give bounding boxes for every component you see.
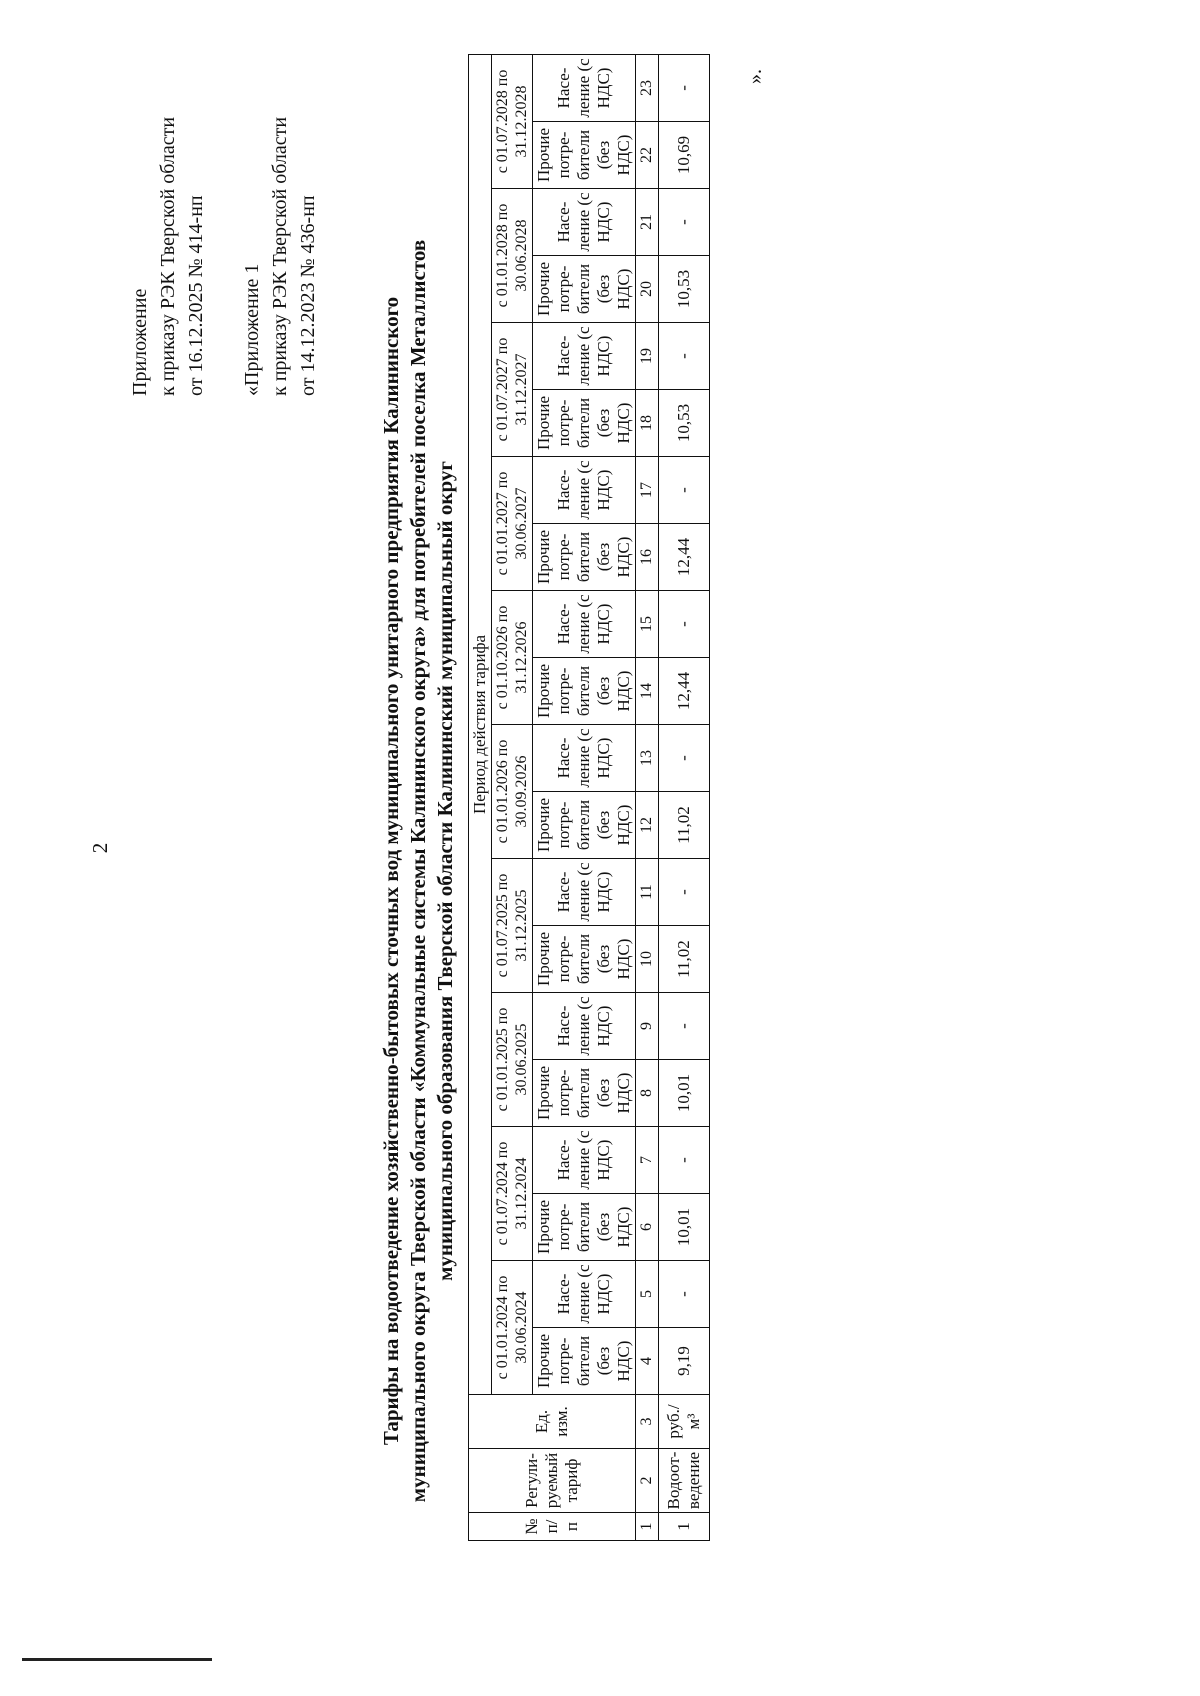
period-header: с 01.07.2024 по 31.12.2024 (492, 1127, 533, 1261)
column-number: 19 (636, 323, 659, 390)
tariff-value: - (659, 725, 710, 792)
appendix-current (126, 117, 210, 396)
subheader-other: Прочие потре- бители (без НДС) (533, 524, 636, 591)
tariff-value: 10,69 (659, 122, 710, 189)
subheader-other: Прочие потре- бители (без НДС) (533, 792, 636, 859)
header-tariff: Регули- руемый тариф (469, 1449, 636, 1513)
subheader-other: Прочие потре- бители (без НДС) (533, 122, 636, 189)
subheader-other: Прочие потре- бители (без НДС) (533, 1194, 636, 1261)
column-number: 15 (636, 591, 659, 658)
column-number: 16 (636, 524, 659, 591)
appendix-amended-line2: к приказу РЭК Тверской области (269, 116, 291, 396)
column-number: 21 (636, 189, 659, 256)
tariff-value: 9,19 (659, 1328, 710, 1395)
subheader-population: Насе- ление (с НДС) (533, 54, 636, 121)
tariff-value: - (659, 993, 710, 1060)
appendix-current-line3: от 16.12.2025 № 414-нп (185, 195, 207, 396)
column-number: 3 (636, 1395, 659, 1449)
column-number: 18 (636, 390, 659, 457)
appendix-current-line1: Приложение (129, 288, 151, 396)
appendix-amended-line3: от 14.12.2023 № 436-нп (297, 195, 319, 396)
appendix-amended (238, 117, 322, 396)
subheader-other: Прочие потре- бители (без НДС) (533, 1060, 636, 1127)
period-header: с 01.07.2025 по 31.12.2025 (492, 859, 533, 993)
column-number: 10 (636, 926, 659, 993)
subheader-population: Насе- ление (с НДС) (533, 323, 636, 390)
header-period: Период действия тарифа (469, 54, 492, 1394)
period-header: с 01.01.2025 по 30.06.2025 (492, 993, 533, 1127)
title-line2: муниципального округа Тверской области «Коммунальные системы Калининского округа» для потребителей поселка Металлистов (406, 239, 430, 1503)
tariff-value: - (659, 54, 710, 121)
tariff-table (468, 54, 710, 1541)
title-line1: Тарифы на водоотведение хозяйственно-бытовых сточных вод муниципального унитарного предприятия Калининского (379, 296, 403, 1446)
column-number: 17 (636, 457, 659, 524)
tariff-value: 10,01 (659, 1060, 710, 1127)
column-number: 7 (636, 1127, 659, 1194)
subheader-population: Насе- ление (с НДС) (533, 189, 636, 256)
closing-quote: ». (744, 69, 766, 84)
tariff-value: 12,44 (659, 524, 710, 591)
tariff-value: 10,01 (659, 1194, 710, 1261)
column-number-row (636, 54, 659, 1540)
tariff-value: 11,02 (659, 926, 710, 993)
period-header: с 01.07.2027 по 31.12.2027 (492, 323, 533, 457)
tariff-value: - (659, 1127, 710, 1194)
appendix-current-line2: к приказу РЭК Тверской области (157, 116, 179, 396)
subheader-population: Насе- ление (с НДС) (533, 859, 636, 926)
title-line3: муниципального образования Тверской области Калининский муниципальный округ (433, 461, 457, 1281)
column-number: 20 (636, 256, 659, 323)
appendix-amended-line1: «Приложение 1 (241, 263, 263, 396)
subheader-population: Насе- ление (с НДС) (533, 725, 636, 792)
tariff-table-wrap (468, 58, 710, 1541)
period-header: с 01.10.2026 по 31.12.2026 (492, 591, 533, 725)
scan-edge-line (22, 1658, 212, 1661)
tariff-value: - (659, 859, 710, 926)
subheader-population: Насе- ление (с НДС) (533, 993, 636, 1060)
subheader-other: Прочие потре- бители (без НДС) (533, 256, 636, 323)
subheader-other: Прочие потре- бители (без НДС) (533, 926, 636, 993)
tariff-value: 12,44 (659, 658, 710, 725)
tariff-value: - (659, 1261, 710, 1328)
header-no: № п/ п (469, 1513, 636, 1541)
tariff-value: 10,53 (659, 390, 710, 457)
tariff-value: - (659, 457, 710, 524)
period-header: с 01.01.2026 по 30.09.2026 (492, 725, 533, 859)
subheader-population: Насе- ление (с НДС) (533, 1127, 636, 1194)
table-row (659, 54, 710, 1540)
subheader-population: Насе- ление (с НДС) (533, 457, 636, 524)
period-header: с 01.01.2024 по 30.06.2024 (492, 1261, 533, 1395)
subheader-population: Насе- ление (с НДС) (533, 591, 636, 658)
column-number: 9 (636, 993, 659, 1060)
period-header: с 01.01.2028 по 30.06.2028 (492, 189, 533, 323)
column-number: 8 (636, 1060, 659, 1127)
tariff-value: 10,53 (659, 256, 710, 323)
period-header: с 01.01.2027 по 30.06.2027 (492, 457, 533, 591)
column-number: 6 (636, 1194, 659, 1261)
row-unit: руб./м³ (659, 1395, 710, 1449)
subheader-other: Прочие потре- бители (без НДС) (533, 658, 636, 725)
column-number: 13 (636, 725, 659, 792)
subheader-other: Прочие потре- бители (без НДС) (533, 390, 636, 457)
row-no: 1 (659, 1513, 710, 1541)
tariff-value: - (659, 323, 710, 390)
tariff-value: 11,02 (659, 792, 710, 859)
subheader-population: Насе- ление (с НДС) (533, 1261, 636, 1328)
period-header: с 01.07.2028 по 31.12.2028 (492, 54, 533, 188)
column-number: 14 (636, 658, 659, 725)
document-title (378, 196, 459, 1546)
page-number: 2 (88, 842, 112, 854)
column-number: 2 (636, 1449, 659, 1513)
column-number: 1 (636, 1513, 659, 1541)
column-number: 4 (636, 1328, 659, 1395)
tariff-value: - (659, 591, 710, 658)
tariff-value: - (659, 189, 710, 256)
subheader-other: Прочие потре- бители (без НДС) (533, 1328, 636, 1395)
column-number: 23 (636, 54, 659, 121)
column-number: 11 (636, 859, 659, 926)
column-number: 5 (636, 1261, 659, 1328)
column-number: 22 (636, 122, 659, 189)
row-tariff: Водоот- ведение (659, 1449, 710, 1513)
column-number: 12 (636, 792, 659, 859)
header-unit: Ед. изм. (469, 1395, 636, 1449)
